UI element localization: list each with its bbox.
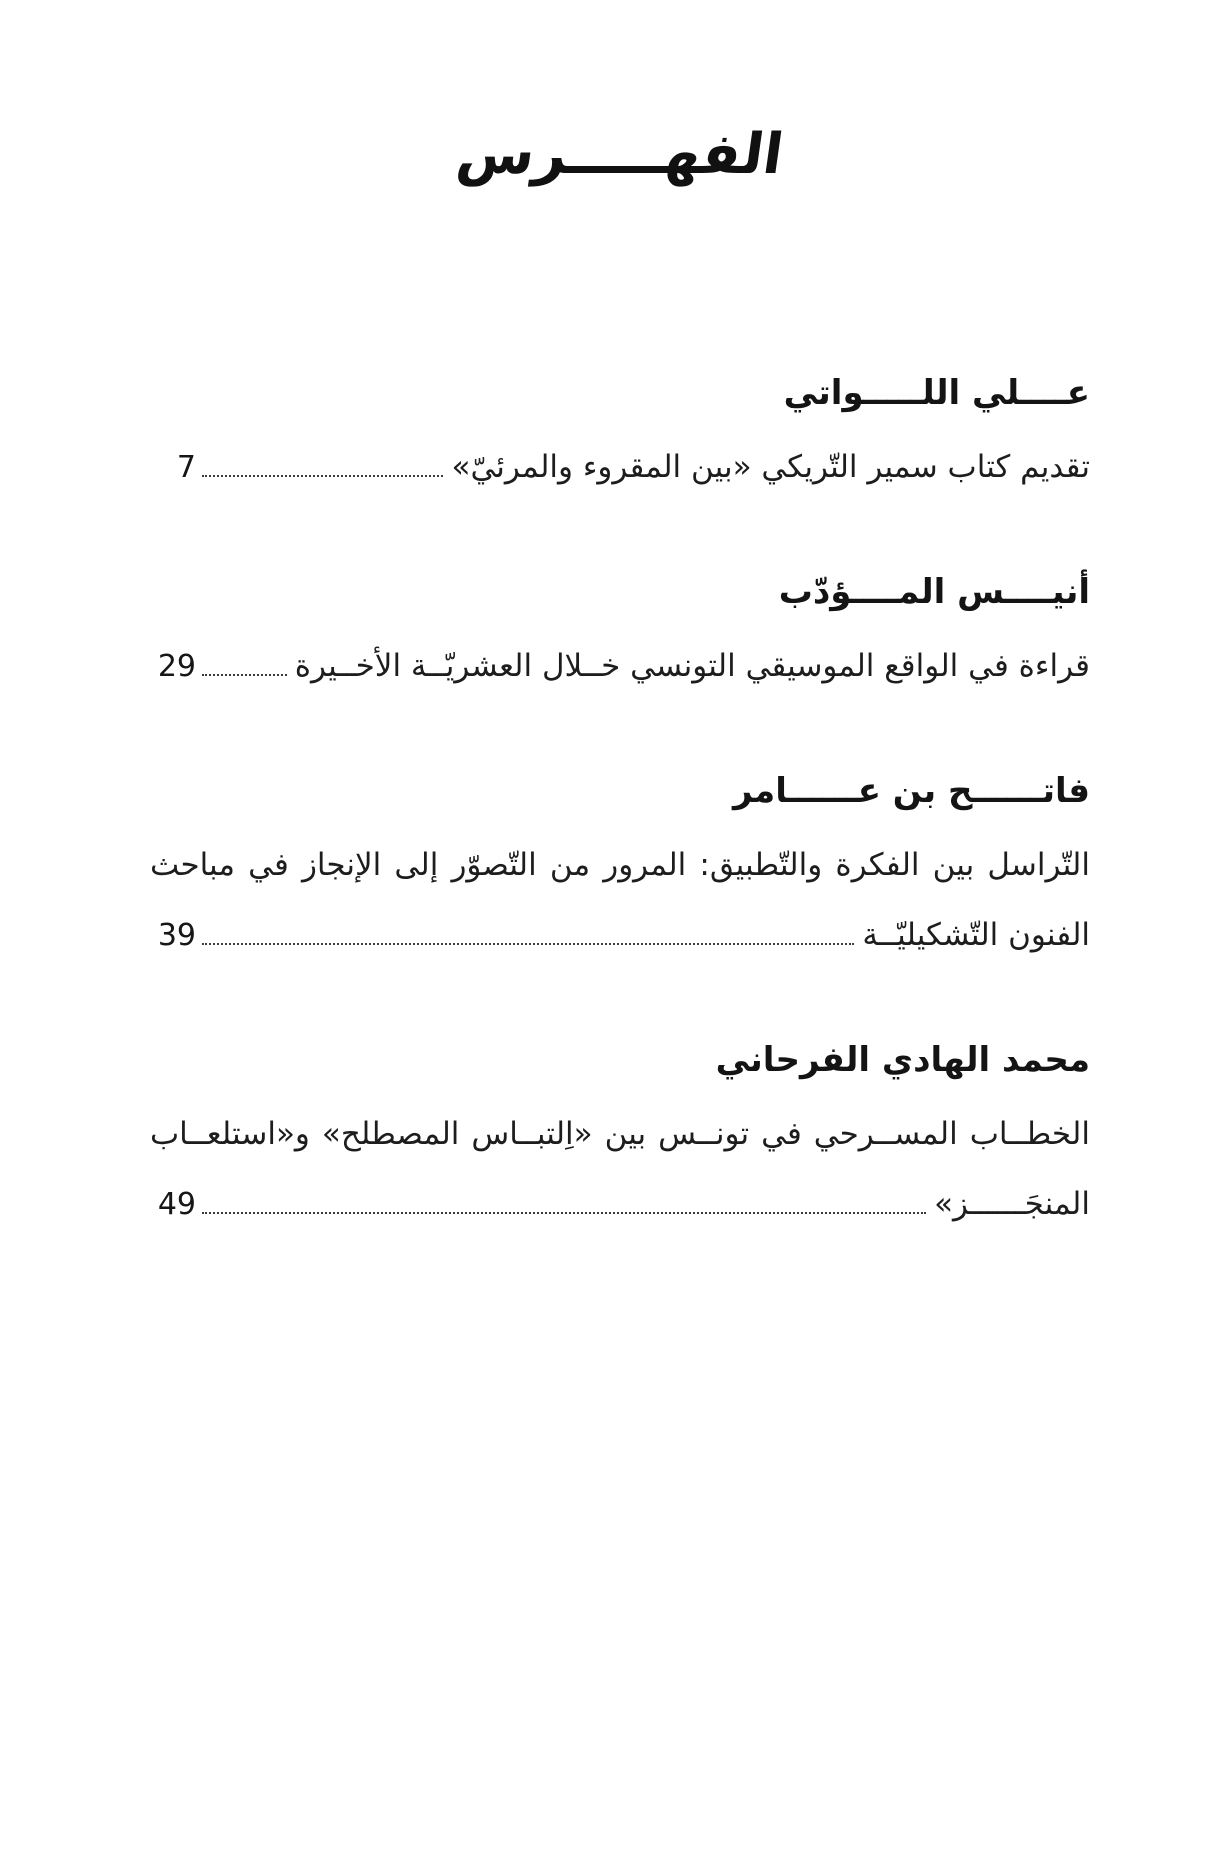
entry-lines bbox=[150, 830, 1090, 971]
author-name: عــــلي اللـــــواتي bbox=[783, 373, 1090, 413]
entry-lines bbox=[150, 631, 1090, 702]
toc-section bbox=[150, 567, 1090, 702]
page-title: الفهـــــرس bbox=[452, 122, 788, 187]
entry-text: قراءة في الواقع الموسيقي التونسي خــلال العشريّــة الأخــيرة bbox=[294, 648, 1090, 684]
author-name: فاتــــــح بن عــــــامر bbox=[733, 771, 1090, 811]
entry-last-line bbox=[150, 631, 1090, 702]
toc-sections bbox=[150, 368, 1090, 1240]
entry-last-line bbox=[150, 432, 1090, 503]
entry-lines bbox=[150, 432, 1090, 503]
entry-lines bbox=[150, 1099, 1090, 1240]
entry-text: تقديم كتاب سمير التّريكي «بين المقروء والمرئيّ» bbox=[451, 449, 1090, 485]
dot-leader bbox=[202, 674, 287, 676]
entry-text: المنجَــــــز» bbox=[934, 1186, 1090, 1222]
toc-section bbox=[150, 1035, 1090, 1240]
entry-last-line bbox=[150, 900, 1090, 971]
author-name: محمد الهادي الفرحاني bbox=[715, 1040, 1090, 1080]
page-number: 49 bbox=[157, 1187, 196, 1222]
page-number: 39 bbox=[157, 918, 196, 953]
entry-text-line: الخطــاب المســرحي في تونــس بين «اِلتبــاس المصطلح» و«استلعــاب bbox=[150, 1116, 1090, 1152]
toc-section bbox=[150, 766, 1090, 971]
dot-leader bbox=[202, 1212, 926, 1214]
author-name: أنيــــس المــــؤدّب bbox=[778, 572, 1090, 612]
entry-text: الفنون التّشكيليّــة bbox=[862, 917, 1090, 953]
entry-text-line: التّراسل بين الفكرة والتّطبيق: المرور من التّصوّر إلى الإنجاز في مباحث bbox=[150, 847, 1090, 883]
page-number: 7 bbox=[176, 450, 196, 485]
dot-leader bbox=[202, 943, 854, 945]
dot-leader bbox=[202, 475, 443, 477]
page-number: 29 bbox=[157, 649, 196, 684]
toc-section bbox=[150, 368, 1090, 503]
entry-last-line bbox=[150, 1169, 1090, 1240]
